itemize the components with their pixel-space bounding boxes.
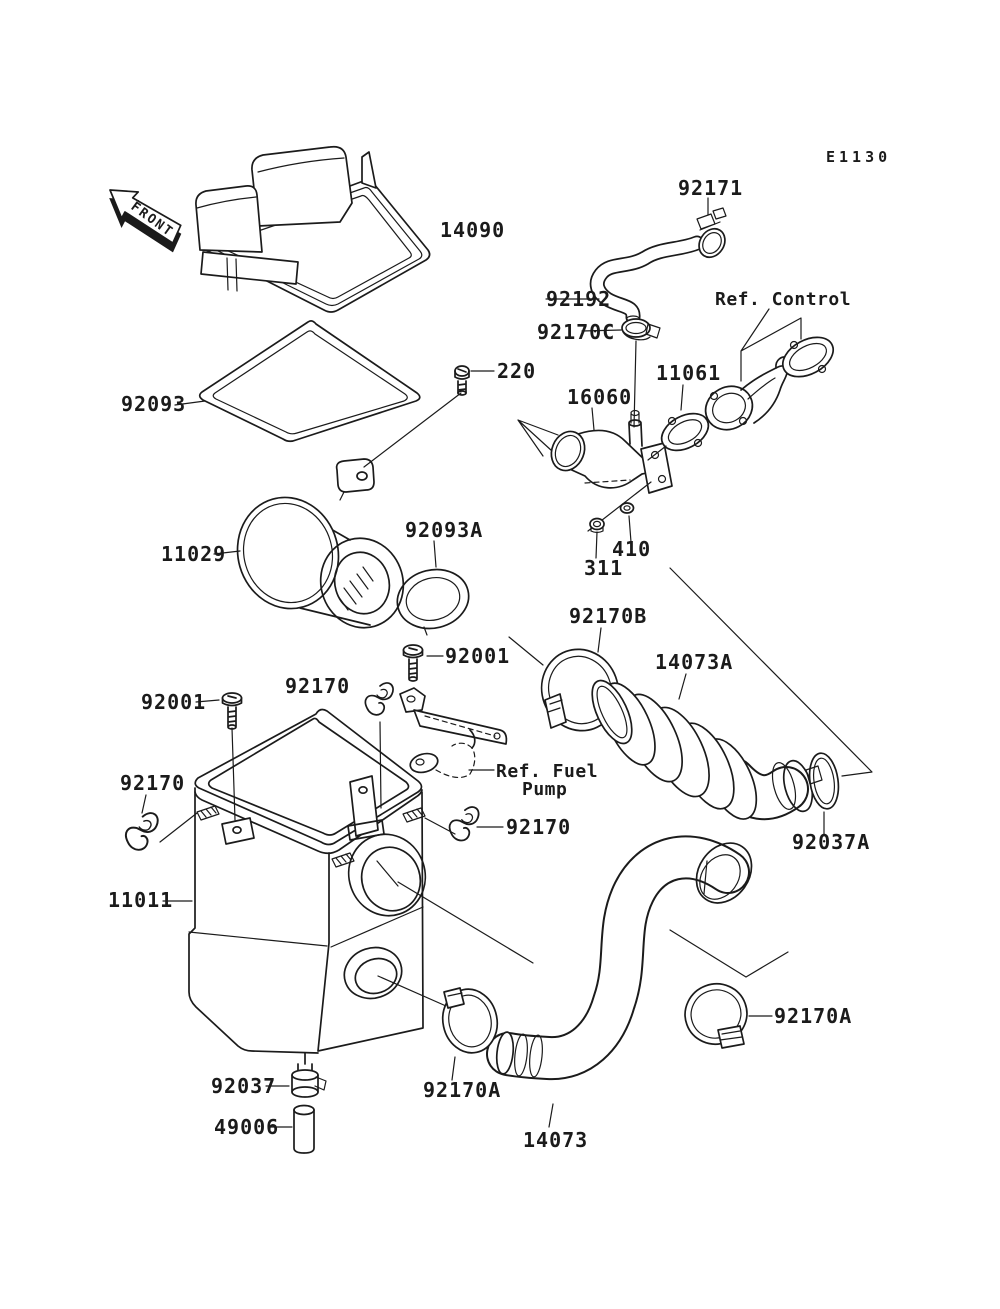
part-label-92170A-left: 92170A — [423, 1078, 502, 1102]
part-92093A-filter-ring — [391, 562, 475, 636]
ref-fuel-pump-label-line2: Pump — [522, 779, 568, 800]
ref-fuel-pump-label-line1: Ref. Fuel — [496, 761, 599, 782]
ref-control-label: Ref. Control — [715, 289, 852, 310]
part-92192-breather-hose — [597, 243, 697, 322]
part-220-bolt — [455, 366, 469, 395]
part-16060-breather-body — [546, 411, 672, 494]
part-label-92170-top: 92170 — [285, 674, 351, 698]
part-11061-gasket — [648, 406, 715, 460]
part-92001-bolt-right — [404, 645, 423, 681]
part-label-16060: 16060 — [567, 385, 633, 409]
part-label-11029: 11029 — [161, 542, 227, 566]
front-direction-marker — [96, 178, 189, 260]
part-label-92170-mid: 92170 — [506, 815, 572, 839]
hook-clamp-links — [160, 722, 455, 842]
part-label-92037A: 92037A — [792, 830, 871, 854]
part-14090-air-cleaner-cap — [196, 147, 430, 312]
part-ref-fuel-pump-bracket — [400, 688, 506, 777]
part-label-14073: 14073 — [523, 1128, 589, 1152]
part-label-92001-right: 92001 — [445, 644, 511, 668]
part-label-49006: 49006 — [214, 1115, 280, 1139]
part-label-220: 220 — [497, 359, 537, 383]
part-label-311: 311 — [584, 556, 624, 580]
part-label-92171: 92171 — [678, 176, 744, 200]
part-92037-drain-clamp — [292, 1070, 326, 1097]
part-label-14090: 14090 — [440, 218, 506, 242]
part-label-92037: 92037 — [211, 1074, 277, 1098]
page-code-label: E1130 — [826, 148, 892, 166]
part-92001-bolt-left — [223, 693, 242, 729]
part-label-92093: 92093 — [121, 392, 187, 416]
part-label-14073A: 14073A — [655, 650, 734, 674]
part-92170A-clamp-right — [677, 975, 756, 1053]
part-label-92093A: 92093A — [405, 518, 484, 542]
part-label-92170-left: 92170 — [120, 771, 186, 795]
part-14073A-bellows-duct — [584, 675, 817, 827]
part-92170C-clamp — [622, 319, 660, 427]
part-label-92001-left: 92001 — [141, 690, 207, 714]
part-label-11011: 11011 — [108, 888, 174, 912]
part-label-11061: 11061 — [656, 361, 722, 385]
part-92170-hook-clamp-right — [450, 807, 479, 841]
part-label-92170A-right: 92170A — [774, 1004, 853, 1028]
part-92171-clamp — [694, 208, 730, 262]
part-92170-hook-clamp-top — [365, 683, 393, 715]
part-label-410: 410 — [612, 537, 652, 561]
part-label-92170C: 92170C — [537, 320, 616, 344]
part-92093-lid-gasket — [200, 321, 420, 441]
part-label-92170B: 92170B — [569, 604, 648, 628]
part-11029-filter-element — [225, 459, 414, 638]
part-311-nut — [590, 519, 604, 533]
part-49006-drain-tube — [294, 1106, 314, 1154]
part-92170-hook-clamp-left — [126, 813, 158, 850]
front-label: FRONT — [127, 199, 177, 241]
part-label-92192: 92192 — [546, 287, 612, 311]
